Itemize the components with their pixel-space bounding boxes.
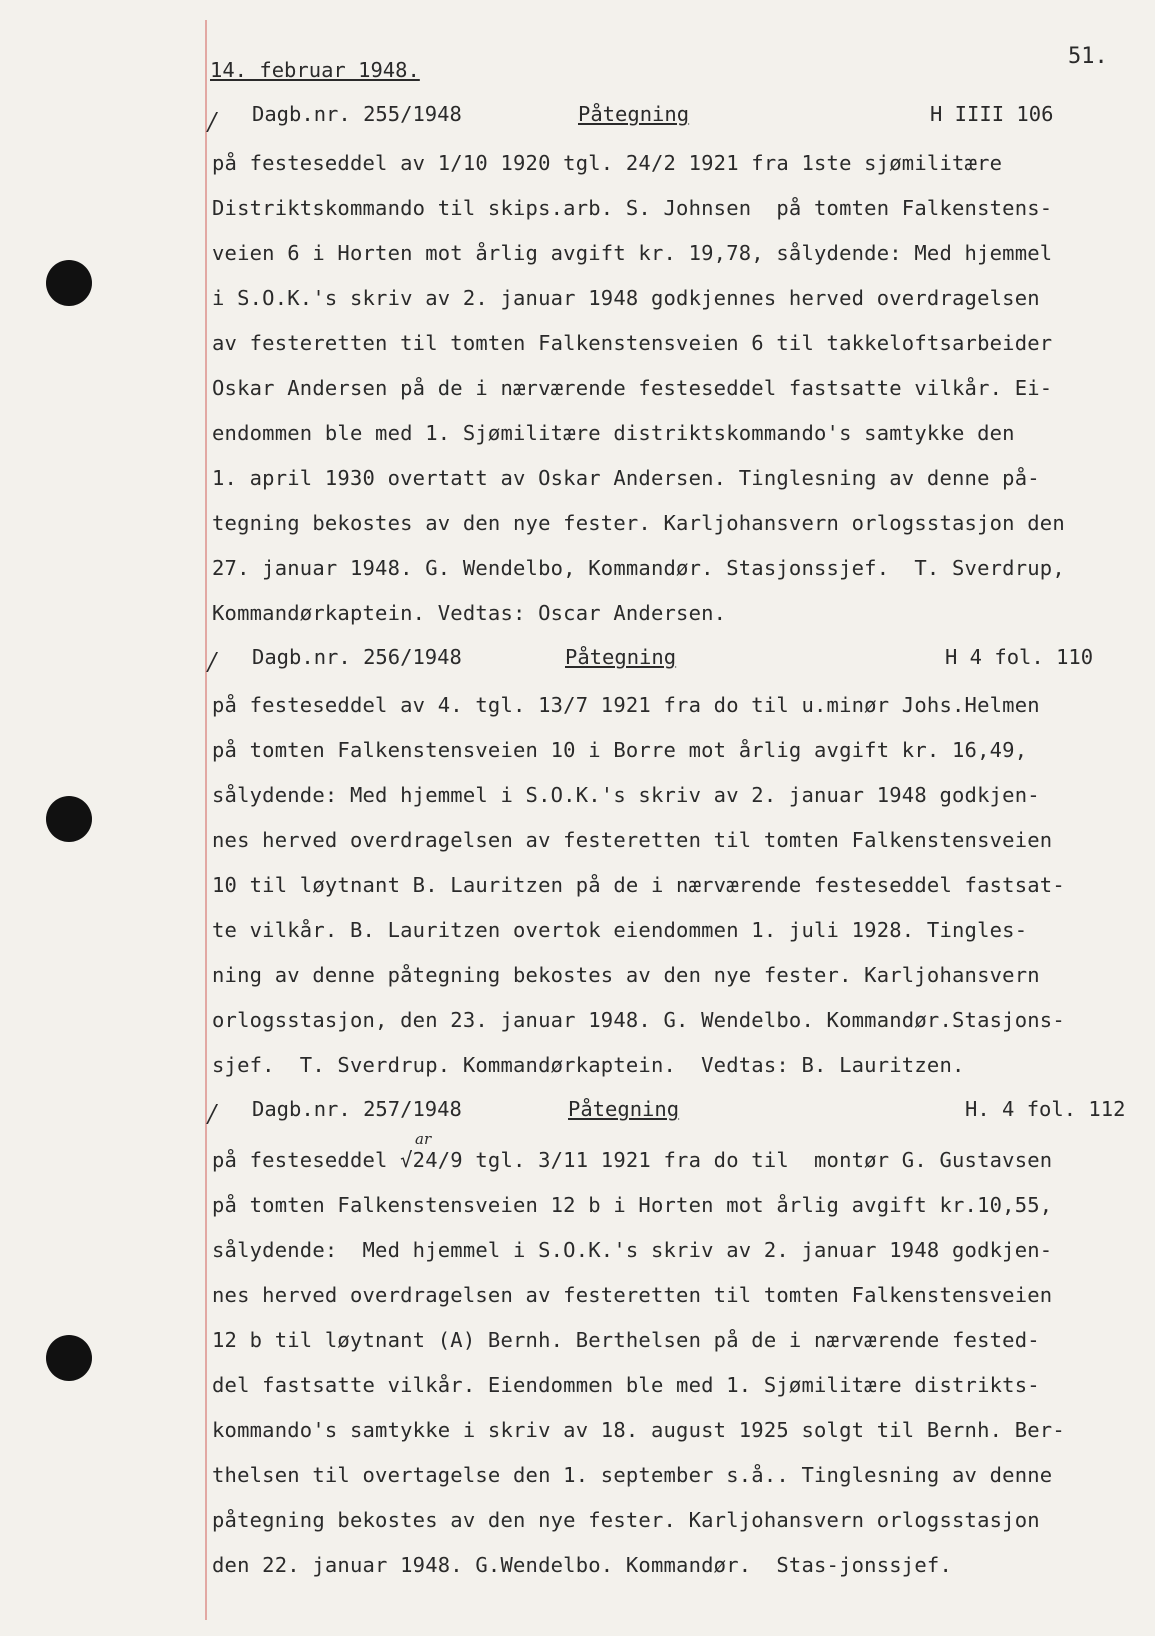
entry-line: tegning bekostes av den nye fester. Karljohansvern orlogsstasjon den [212,511,1065,535]
entry-line: del fastsatte vilkår. Eiendommen ble med 1. Sjømilitære distrikts- [212,1373,1040,1397]
entry-ref: H. 4 fol. 112 [965,1097,1126,1121]
check-mark: / [208,1100,217,1128]
entry-line: den 22. januar 1948. G.Wendelbo. Kommandør. Stas-jonssjef. [212,1553,952,1577]
entry-line: på festeseddel av 4. tgl. 13/7 1921 fra do til u.minør Johs.Helmen [212,693,1040,717]
entry-line: orlogsstasjon, den 23. januar 1948. G. Wendelbo. Kommandør.Stasjons- [212,1008,1065,1032]
entry-ref: H 4 fol. 110 [945,645,1094,669]
entry-line: 12 b til løytnant (A) Bernh. Berthelsen på de i nærværende fested- [212,1328,1040,1352]
entry-line: veien 6 i Horten mot årlig avgift kr. 19,78, sålydende: Med hjemmel [212,241,1053,265]
entry-title: Påtegning [568,1097,680,1121]
punch-hole [46,1335,92,1381]
entry-line: 1. april 1930 overtatt av Oskar Andersen. Tinglesning av denne på- [212,466,1040,490]
entry-line: kommando's samtykke i skriv av 18. august 1925 solgt til Bernh. Ber- [212,1418,1065,1442]
entry-line: på tomten Falkenstensveien 12 b i Horten mot årlig avgift kr.10,55, [212,1193,1053,1217]
entry-ref: H IIII 106 [930,102,1054,126]
entry-dagb: Dagb.nr. 257/1948 [252,1097,462,1121]
entry-title: Påtegning [578,102,690,126]
check-mark: / [208,108,217,136]
entry-line: 27. januar 1948. G. Wendelbo, Kommandør. Stasjonssjef. T. Sverdrup, [212,556,1065,580]
entry-line: ning av denne påtegning bekostes av den nye fester. Karljohansvern [212,963,1040,987]
entry-line: sålydende: Med hjemmel i S.O.K.'s skriv av 2. januar 1948 godkjen- [212,783,1040,807]
page-number: 51. [1068,44,1108,69]
entry-line: 10 til løytnant B. Lauritzen på de i nærværende festeseddel fastsat- [212,873,1065,897]
margin-line [205,20,207,1620]
check-mark: / [208,648,217,676]
entry-title: Påtegning [565,645,677,669]
entry-line: nes herved overdragelsen av festeretten til tomten Falkenstensveien [212,828,1053,852]
entry-line: Distriktskommando til skips.arb. S. Johnsen på tomten Falkenstens- [212,196,1053,220]
entry-line: endommen ble med 1. Sjømilitære distriktskommando's samtykke den [212,421,1015,445]
entry-line: av festeretten til tomten Falkenstensveien 6 til takkeloftsarbeider [212,331,1053,355]
punch-hole [46,260,92,306]
entry-dagb: Dagb.nr. 256/1948 [252,645,462,669]
entry-line: på tomten Falkenstensveien 10 i Borre mot årlig avgift kr. 16,49, [212,738,1028,762]
entry-line: på festeseddel av 1/10 1920 tgl. 24/2 1921 fra 1ste sjømilitære [212,151,1003,175]
entry-line: påtegning bekostes av den nye fester. Karljohansvern orlogsstasjon [212,1508,1040,1532]
page-date: 14. februar 1948. [210,58,420,82]
entry-line: i S.O.K.'s skriv av 2. januar 1948 godkjennes herved overdragelsen [212,286,1040,310]
entry-line: thelsen til overtagelse den 1. september s.å.. Tinglesning av denne [212,1463,1053,1487]
entry-line: sjef. T. Sverdrup. Kommandørkaptein. Vedtas: B. Lauritzen. [212,1053,965,1077]
entry-line: Kommandørkaptein. Vedtas: Oscar Andersen. [212,601,727,625]
punch-hole [46,796,92,842]
entry-line: nes herved overdragelsen av festeretten til tomten Falkenstensveien [212,1283,1053,1307]
entry-line: Oskar Andersen på de i nærværende festeseddel fastsatte vilkår. Ei- [212,376,1053,400]
entry-line: sålydende: Med hjemmel i S.O.K.'s skriv av 2. januar 1948 godkjen- [212,1238,1053,1262]
entry-line: på festeseddel √24/9 tgl. 3/11 1921 fra do til montør G. Gustavsen [212,1148,1053,1172]
entry-dagb: Dagb.nr. 255/1948 [252,102,462,126]
entry-line: te vilkår. B. Lauritzen overtok eiendommen 1. juli 1928. Tingles- [212,918,1028,942]
handwritten-annotation: ar [415,1130,432,1148]
